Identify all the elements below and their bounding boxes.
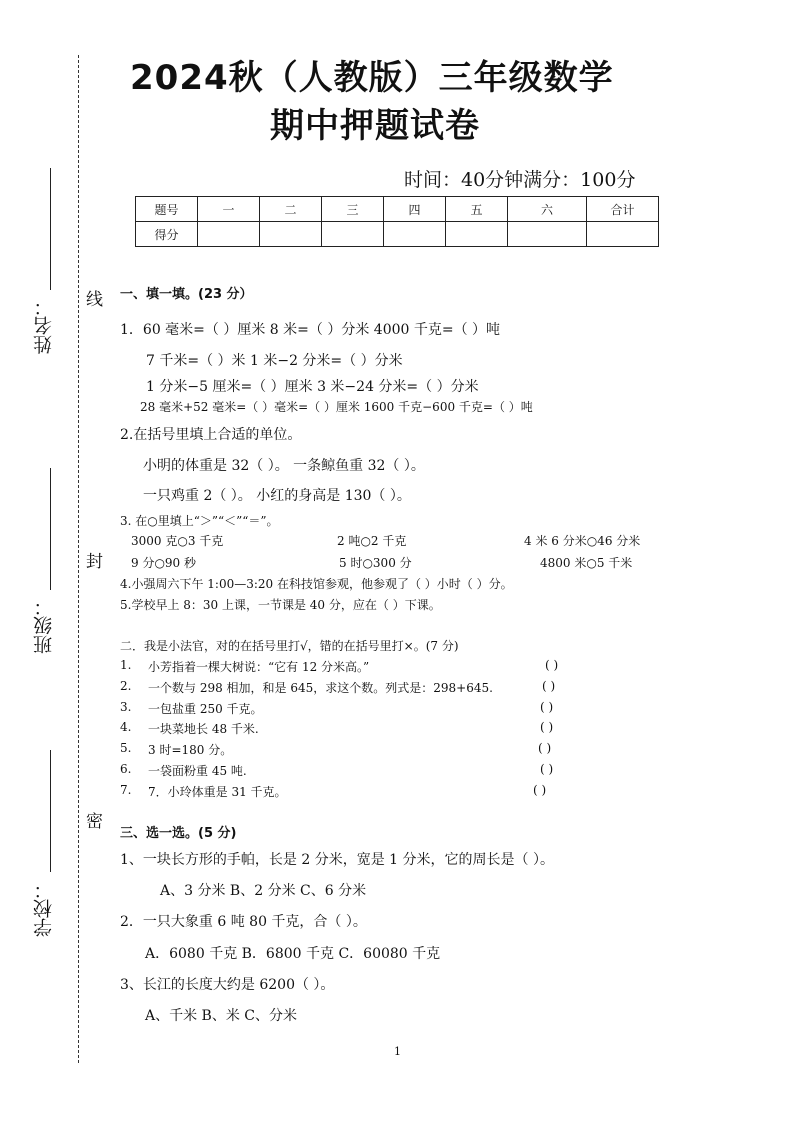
tf-item-text: 小芳指着一棵大树说：“它有 12 分米高。” xyxy=(148,660,370,674)
tf-answer-bracket[interactable]: ( ) xyxy=(542,679,556,693)
tf-answer-bracket[interactable]: ( ) xyxy=(540,762,554,776)
s1-q5-text: 5.学校早上 8：30 上课，一节课是 40 分，应在（ ）下课。 xyxy=(120,598,441,612)
seal-char-feng: 封 xyxy=(82,552,102,569)
tf-answer-bracket[interactable]: ( ) xyxy=(540,700,554,714)
s1-q1-line2: 7 千米=（ ）米 1 米−2 分米=（ ）分米 xyxy=(146,353,403,369)
s1-q2-text: 2.在括号里填上合适的单位。 xyxy=(120,427,302,443)
score-table-header-row xyxy=(136,197,659,222)
tf-item-number: 6. xyxy=(120,762,132,776)
tf-answer-bracket[interactable]: ( ) xyxy=(533,783,547,797)
score-input-cell[interactable] xyxy=(384,222,446,247)
s1-q1-line1: 1．60 毫米=（ ）厘米 8 米=（ ）分米 4000 千克=（ ）吨 xyxy=(120,322,501,338)
tf-item-text: 一袋面粉重 45 吨. xyxy=(148,764,247,778)
s1-q3-text: 3. 在○里填上“＞”“＜”“＝”。 xyxy=(120,514,279,528)
class-write-line xyxy=(50,468,51,590)
score-input-cell[interactable] xyxy=(508,222,587,247)
score-input-cell[interactable] xyxy=(446,222,508,247)
section1-heading: 一、填一填。(23 分） xyxy=(120,287,253,302)
s1-q2-line2: 一只鸡重 2（ ）。 小红的身高是 130（ ）。 xyxy=(143,488,411,504)
score-input-cell[interactable] xyxy=(260,222,322,247)
score-input-cell[interactable] xyxy=(198,222,260,247)
tf-item-text: 3 时=180 分。 xyxy=(148,743,233,757)
tf-item-text: 一包盐重 250 千克。 xyxy=(148,702,263,716)
section2-heading: 二．我是小法官，对的在括号里打√，错的在括号里打×。(7 分) xyxy=(120,639,459,653)
score-cell: 五 xyxy=(446,197,508,222)
score-table-score-row xyxy=(136,222,659,247)
score-cell: 题号 xyxy=(136,197,198,222)
name-label: 姓名： xyxy=(33,297,55,354)
s1-q3-item: 5 时○300 分 xyxy=(339,556,412,570)
s3-q2-options: A．6080 千克 B．6800 千克 C．60080 千克 xyxy=(145,946,441,962)
school-write-line xyxy=(50,750,51,872)
section3-heading: 三、选一选。(5 分) xyxy=(120,826,237,841)
score-cell: 一 xyxy=(198,197,260,222)
tf-answer-bracket[interactable]: ( ) xyxy=(540,720,554,734)
page-number: 1 xyxy=(394,1045,401,1058)
score-input-cell[interactable] xyxy=(322,222,384,247)
s1-q4-text: 4.小强周六下午 1:00—3:20 在科技馆参观，他参观了（ ）小时（ ）分。 xyxy=(120,577,513,591)
s3-q3-options: A、千米 B、米 C、分米 xyxy=(145,1008,298,1024)
school-label: 学校： xyxy=(33,880,55,937)
tf-answer-bracket[interactable]: ( ) xyxy=(545,658,559,672)
s1-q3-item: 4 米 6 分米○46 分米 xyxy=(524,534,641,548)
score-row-label: 得分 xyxy=(136,222,198,247)
s1-q1-line4: 28 毫米+52 毫米=（ ）毫米=（ ）厘米 1600 千克−600 千克=（ ）吨 xyxy=(140,400,533,414)
s1-q3-item: 3000 克○3 千克 xyxy=(131,534,224,548)
exam-title-line1: 2024秋（人教版）三年级数学 xyxy=(130,58,614,98)
tf-item-text: 一块菜地长 48 千米. xyxy=(148,722,259,736)
tf-item-text: 7．小玲体重是 31 千克。 xyxy=(148,785,287,799)
tf-item-number: 5. xyxy=(120,741,132,755)
score-table xyxy=(135,196,659,247)
tf-item-number: 1. xyxy=(120,658,132,672)
score-cell: 合计 xyxy=(587,197,659,222)
seal-char-xian: 线 xyxy=(82,290,102,307)
score-cell: 三 xyxy=(322,197,384,222)
tf-item-number: 7. xyxy=(120,783,132,797)
score-cell: 六 xyxy=(508,197,587,222)
score-cell: 二 xyxy=(260,197,322,222)
class-label: 班级： xyxy=(33,597,55,654)
s3-q1-text: 1、一块长方形的手帕，长是 2 分米，宽是 1 分米，它的周长是（ ）。 xyxy=(120,852,554,868)
s1-q2-line1: 小明的体重是 32（ ）。 一条鲸鱼重 32（ ）。 xyxy=(143,458,425,474)
exam-title-line2: 期中押题试卷 xyxy=(270,106,480,146)
time-and-score-info: 时间：40分钟满分：100分 xyxy=(404,169,636,191)
score-cell: 四 xyxy=(384,197,446,222)
tf-item-text: 一个数与 298 相加，和是 645，求这个数。列式是：298+645. xyxy=(148,681,493,695)
binding-dashed-line xyxy=(78,55,79,1063)
tf-answer-bracket[interactable]: ( ) xyxy=(538,741,552,755)
s3-q2-text: 2．一只大象重 6 吨 80 千克，合（ ）。 xyxy=(120,914,367,930)
s1-q1-line3: 1 分米−5 厘米=（ ）厘米 3 米−24 分米=（ ）分米 xyxy=(146,379,479,395)
tf-item-number: 4. xyxy=(120,720,132,734)
s1-q3-item: 4800 米○5 千米 xyxy=(540,556,633,570)
tf-item-number: 2. xyxy=(120,679,132,693)
seal-char-mi: 密 xyxy=(82,812,102,829)
s3-q1-options: A、3 分米 B、2 分米 C、6 分米 xyxy=(160,883,367,899)
tf-item-number: 3. xyxy=(120,700,132,714)
s3-q3-text: 3、长江的长度大约是 6200（ ）。 xyxy=(120,977,335,993)
score-input-cell[interactable] xyxy=(587,222,659,247)
name-write-line xyxy=(50,168,51,290)
s1-q3-item: 2 吨○2 千克 xyxy=(337,534,407,548)
s1-q3-item: 9 分○90 秒 xyxy=(131,556,197,570)
